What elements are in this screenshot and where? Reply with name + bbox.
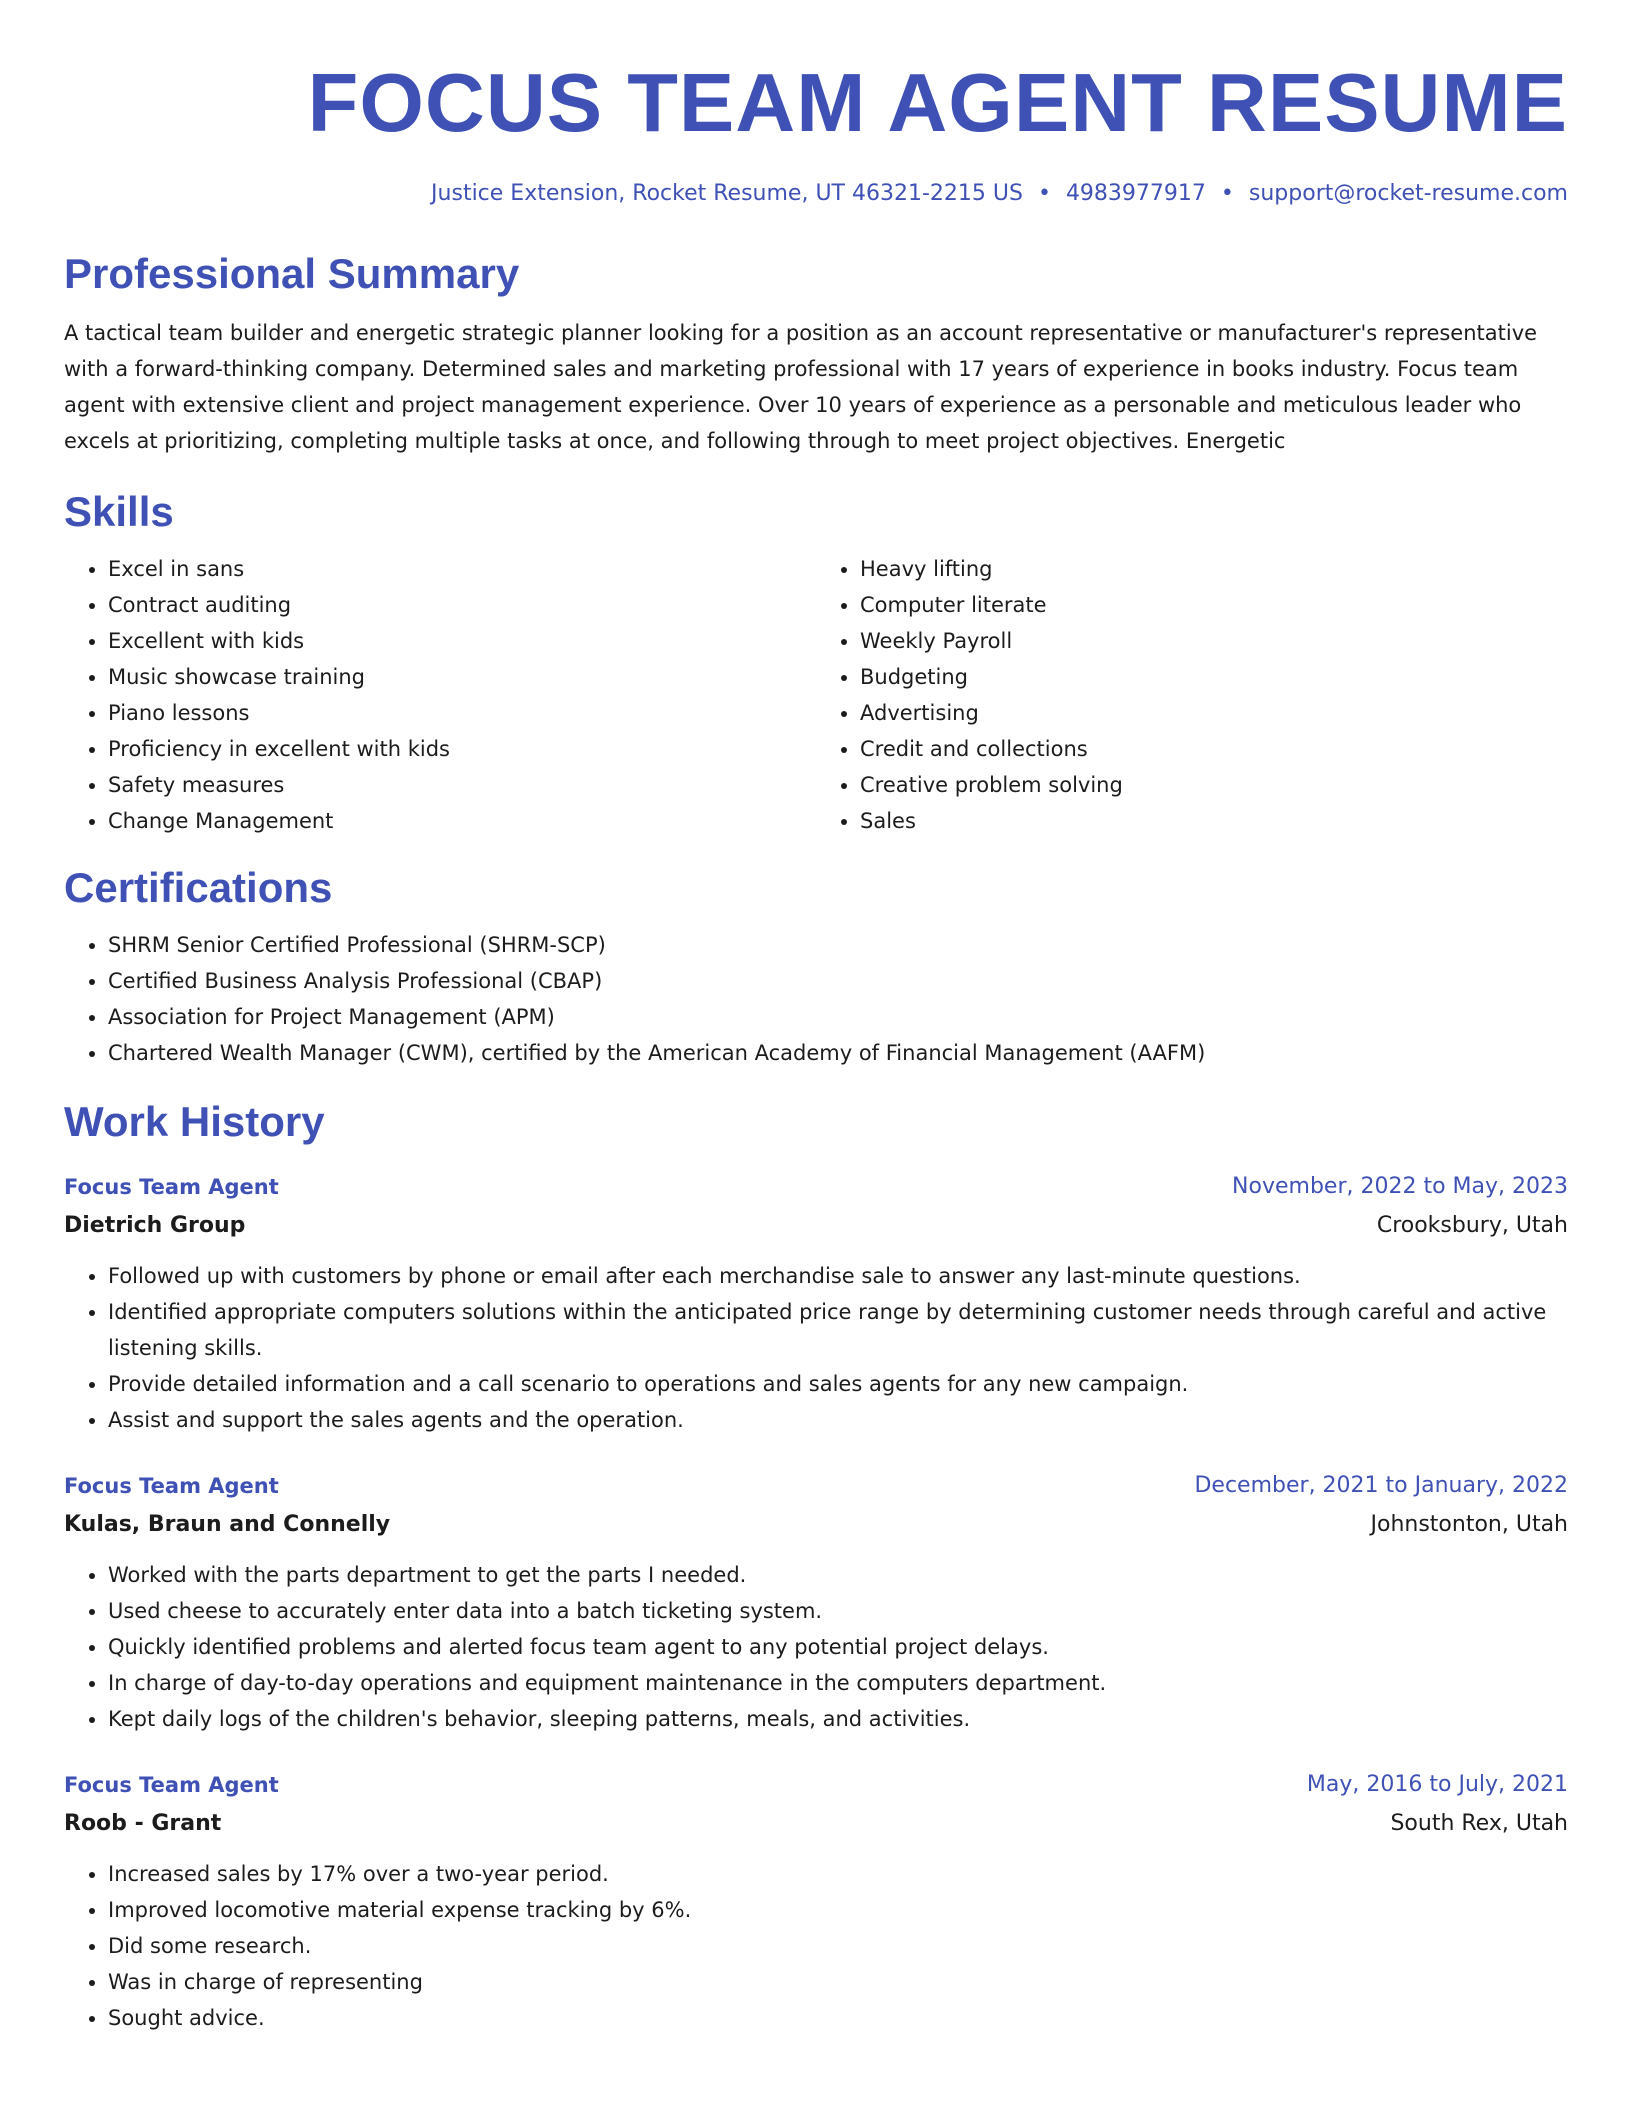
certification-item: • Certified Business Analysis Professional (CBAP) [108, 963, 1568, 999]
contact-address: Justice Extension, Rocket Resume, UT 46321-2215 US [431, 181, 1023, 206]
job-bullet: • Increased sales by 17% over a two-year period. [108, 1856, 1568, 1892]
job-bullet: • Provide detailed information and a call scenario to operations and sales agents for any new campaign. [108, 1366, 1568, 1402]
job-location: Johnstonton, Utah [1370, 1512, 1568, 1537]
certifications-heading: Certifications [64, 864, 333, 911]
skill-item: • Piano lessons [108, 695, 816, 731]
resume-title: FOCUS TEAM AGENT RESUME [307, 56, 1568, 149]
skill-item: • Credit and collections [860, 731, 1568, 767]
skill-item: • Heavy lifting [860, 551, 1568, 587]
job-title: Focus Team Agent [64, 1474, 279, 1498]
job-bullet: • Worked with the parts department to get the parts I needed. [108, 1557, 1568, 1593]
job-bullet: • Identified appropriate computers solutions within the anticipated price range by determining customer needs through careful and active listening skills. [108, 1294, 1568, 1366]
skill-item: • Excellent with kids [108, 623, 816, 659]
work-history-heading: Work History [64, 1098, 325, 1145]
summary-text: A tactical team builder and energetic strategic planner looking for a position as an account representative or manufacturer's representative with a forward-thinking company. Determined sales and marketing professional with 17 years of experience in books industry. Focus team agent with extensive client and project management experience. Over 10 years of experience as a personable and meticulous leader who excels at prioritizing, completing multiple tasks at once, and following through to meet project objectives. Energetic [64, 321, 1538, 453]
job-dates: November, 2022 to May, 2023 [1232, 1174, 1568, 1199]
job-bullet: • Did some research. [108, 1928, 1568, 1964]
certification-item: • SHRM Senior Certified Professional (SHRM-SCP) [108, 927, 1568, 963]
skill-item: • Advertising [860, 695, 1568, 731]
job-bullet: • Quickly identified problems and alerted focus team agent to any potential project delays. [108, 1629, 1568, 1665]
certification-item: • Association for Project Management (APM) [108, 999, 1568, 1035]
contact-separator: • [1037, 181, 1051, 206]
skill-item: • Excel in sans [108, 551, 816, 587]
job-bullet: • In charge of day-to-day operations and equipment maintenance in the computers department. [108, 1665, 1568, 1701]
skill-item: • Budgeting [860, 659, 1568, 695]
skill-item: • Safety measures [108, 767, 816, 803]
job-bullets [64, 1557, 1568, 1737]
job-bullets [64, 1856, 1568, 2036]
summary-heading: Professional Summary [64, 250, 520, 297]
job-title: Focus Team Agent [64, 1773, 279, 1797]
job-bullet: • Kept daily logs of the children's behavior, sleeping patterns, meals, and activities. [108, 1701, 1568, 1737]
job-location: Crooksbury, Utah [1376, 1213, 1568, 1238]
contact-email[interactable]: support@rocket-resume.com [1248, 181, 1568, 206]
work-history-list [64, 1169, 1568, 2036]
skill-item: • Creative problem solving [860, 767, 1568, 803]
job-company: Roob - Grant [64, 1811, 222, 1836]
skills-heading: Skills [64, 488, 174, 535]
skill-item: • Sales [860, 803, 1568, 839]
job-entry [64, 1468, 1568, 1737]
skill-item: • Proficiency in excellent with kids [108, 731, 816, 767]
skill-item: • Computer literate [860, 587, 1568, 623]
skill-item: • Contract auditing [108, 587, 816, 623]
skill-item: • Weekly Payroll [860, 623, 1568, 659]
skills-column-left [64, 551, 816, 839]
skills-column-right [816, 551, 1568, 839]
certification-item: • Chartered Wealth Manager (CWM), certified by the American Academy of Financial Management (AAFM) [108, 1035, 1568, 1071]
skill-item: • Music showcase training [108, 659, 816, 695]
skill-item: • Change Management [108, 803, 816, 839]
contact-line [64, 179, 1568, 209]
job-entry [64, 1169, 1568, 1438]
job-title: Focus Team Agent [64, 1175, 279, 1199]
job-bullet: • Used cheese to accurately enter data into a batch ticketing system. [108, 1593, 1568, 1629]
job-location: South Rex, Utah [1390, 1811, 1568, 1836]
job-entry [64, 1767, 1568, 2036]
contact-phone: 4983977917 [1065, 181, 1206, 206]
job-bullet: • Was in charge of representing [108, 1964, 1568, 2000]
certifications-list [64, 927, 1568, 1071]
resume-page [64, 56, 1568, 2036]
job-bullet: • Assist and support the sales agents and the operation. [108, 1402, 1568, 1438]
job-bullet: • Followed up with customers by phone or email after each merchandise sale to answer any last-minute questions. [108, 1258, 1568, 1294]
contact-separator: • [1220, 181, 1234, 206]
job-bullet: • Improved locomotive material expense tracking by 6%. [108, 1892, 1568, 1928]
job-company: Kulas, Braun and Connelly [64, 1512, 391, 1537]
job-company: Dietrich Group [64, 1213, 246, 1238]
job-bullet: • Sought advice. [108, 2000, 1568, 2036]
job-bullets [64, 1258, 1568, 1438]
job-dates: May, 2016 to July, 2021 [1306, 1772, 1568, 1797]
skills-list [64, 551, 1568, 839]
job-dates: December, 2021 to January, 2022 [1194, 1473, 1568, 1498]
